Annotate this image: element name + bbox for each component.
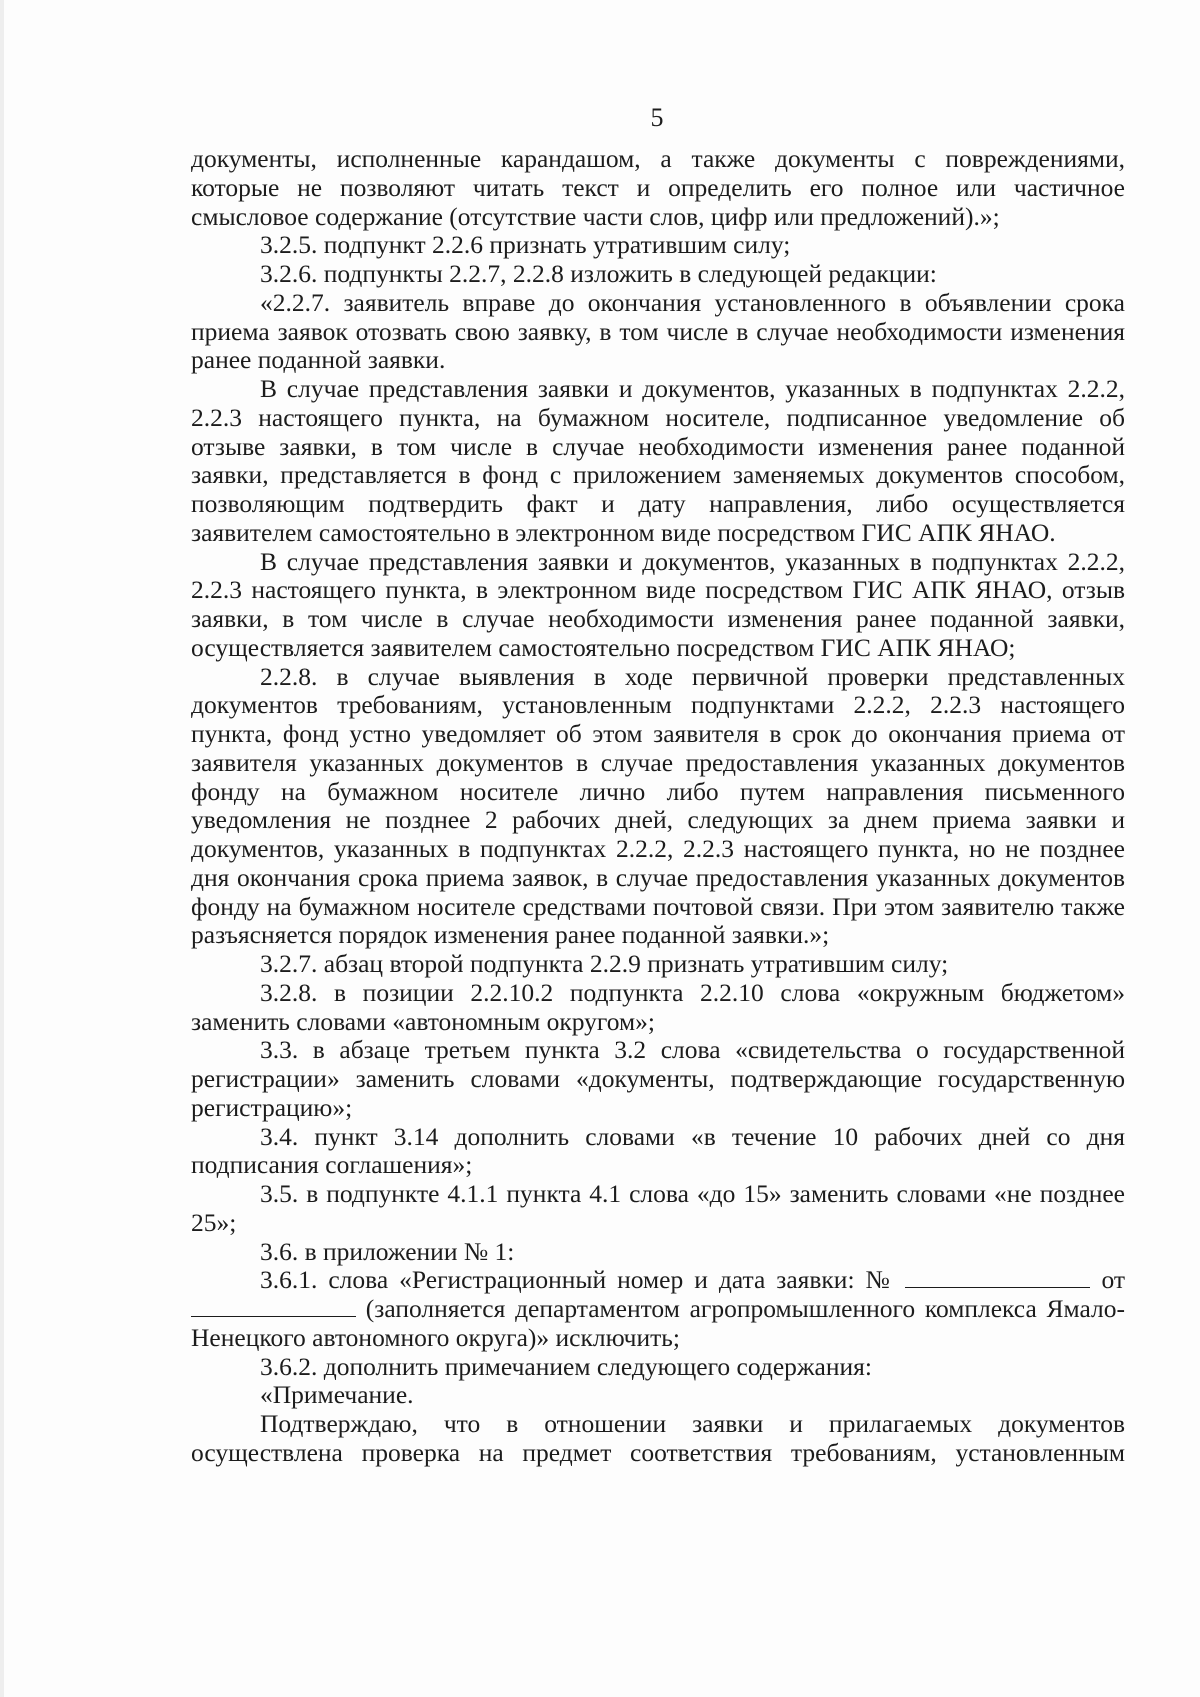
paragraph: 3.2.8. в позиции 2.2.10.2 подпункта 2.2.10 слова «окружным бюджетом» заменить словами «автономным округом»; (191, 977, 1125, 1036)
paragraph: 3.5. в подпункте 4.1.1 пункта 4.1 слова «до 15» заменить словами «не позднее 25»; (191, 1179, 1125, 1237)
paragraph: В случае представления заявки и документов, указанных в подпунктах 2.2.2, 2.2.3 настоящего пункта, на бумажном носителе, подписанное уведомление об отзыве заявки, в том числе в случае необходимости изменения ранее поданной заявки, представляется в фонд с приложением заменяемых документов способом, позволяющим подтвердить факт и дату направления, либо осуществляется заявителем самостоятельно в электронном виде посредством ГИС АПК ЯНАО. (191, 374, 1125, 547)
item-361-text-2: от (1101, 1265, 1126, 1295)
item-361-text-1: 3.6.1. слова «Регистрационный номер и дата заявки: № (260, 1265, 895, 1295)
paragraph-3-6-1 (191, 1266, 1125, 1352)
paragraph: 3.6. в приложении № 1: (260, 1236, 515, 1266)
paragraph: 3.2.6. подпункты 2.2.7, 2.2.8 изложить в следующей редакции: (260, 259, 937, 288)
paragraph: Подтверждаю, что в отношении заявки и прилагаемых документов осуществлена проверка на предмет соответствия требованиям, установленным (191, 1409, 1125, 1467)
paragraph: 3.2.7. абзац второй подпункта 2.2.9 признать утратившим силу; (260, 949, 949, 978)
page-number: 5 (650, 103, 664, 132)
paragraph: 3.4. пункт 3.14 дополнить словами «в течение 10 рабочих дней со дня подписания соглашения»; (191, 1121, 1125, 1180)
blank-line-date (191, 1296, 356, 1317)
paragraph: В случае представления заявки и документов, указанных в подпунктах 2.2.2, 2.2.3 настоящего пункта, в электронном виде посредством ГИС АПК ЯНАО, отзыв заявки, в том числе в случае необходимости изменения ранее поданной заявки, осуществляется заявителем самостоятельно посредством ГИС АПК ЯНАО; (191, 546, 1125, 662)
blank-line-number (905, 1267, 1090, 1288)
scan-edge (0, 0, 4, 1697)
paragraph: 3.3. в абзаце третьем пункта 3.2 слова «свидетельства о государственной регистрации» заменить словами «документы, подтверждающие государственную регистрацию»; (191, 1035, 1125, 1122)
paragraph: документы, исполненные карандашом, а также документы с повреждениями, которые не позволяют читать текст и определить его полное или частичное смысловое содержание (отсутствие части слов, цифр или предложений).»; (191, 144, 1125, 231)
paragraph: 3.6.2. дополнить примечанием следующего содержания: (260, 1351, 872, 1381)
paragraph: «Примечание. (260, 1380, 414, 1410)
item-361-text-3: (заполняется департаментом агропромышленного комплекса Ямало-Ненецкого автономного округа)» исключить; (191, 1294, 1126, 1352)
document-text (191, 145, 1125, 1468)
paragraph: «2.2.7. заявитель вправе до окончания установленного в объявлении срока приема заявок отозвать свою заявку, в том числе в случае необходимости изменения ранее поданной заявки. (191, 287, 1125, 375)
paragraph: 3.2.5. подпункт 2.2.6 признать утратившим силу; (260, 230, 791, 260)
paragraph: 2.2.8. в случае выявления в ходе первичной проверки представленных документов требованиям, установленным подпунктами 2.2.2, 2.2.3 настоящего пункта, фонд устно уведомляет об этом заявителя в срок до окончания приема от заявителя указанных документов в случае предоставления указанных документов фонду на бумажном носителе лично либо путем направления письменного уведомления не позднее 2 рабочих дней, следующих за днем приема заявки и документов, указанных в подпунктах 2.2.2, 2.2.3 настоящего пункта, но не позднее дня окончания срока приема заявок, в случае предоставления указанных документов фонду на бумажном носителе средствами почтовой связи. При этом заявителю также разъясняется порядок изменения ранее поданной заявки.»; (191, 661, 1125, 950)
